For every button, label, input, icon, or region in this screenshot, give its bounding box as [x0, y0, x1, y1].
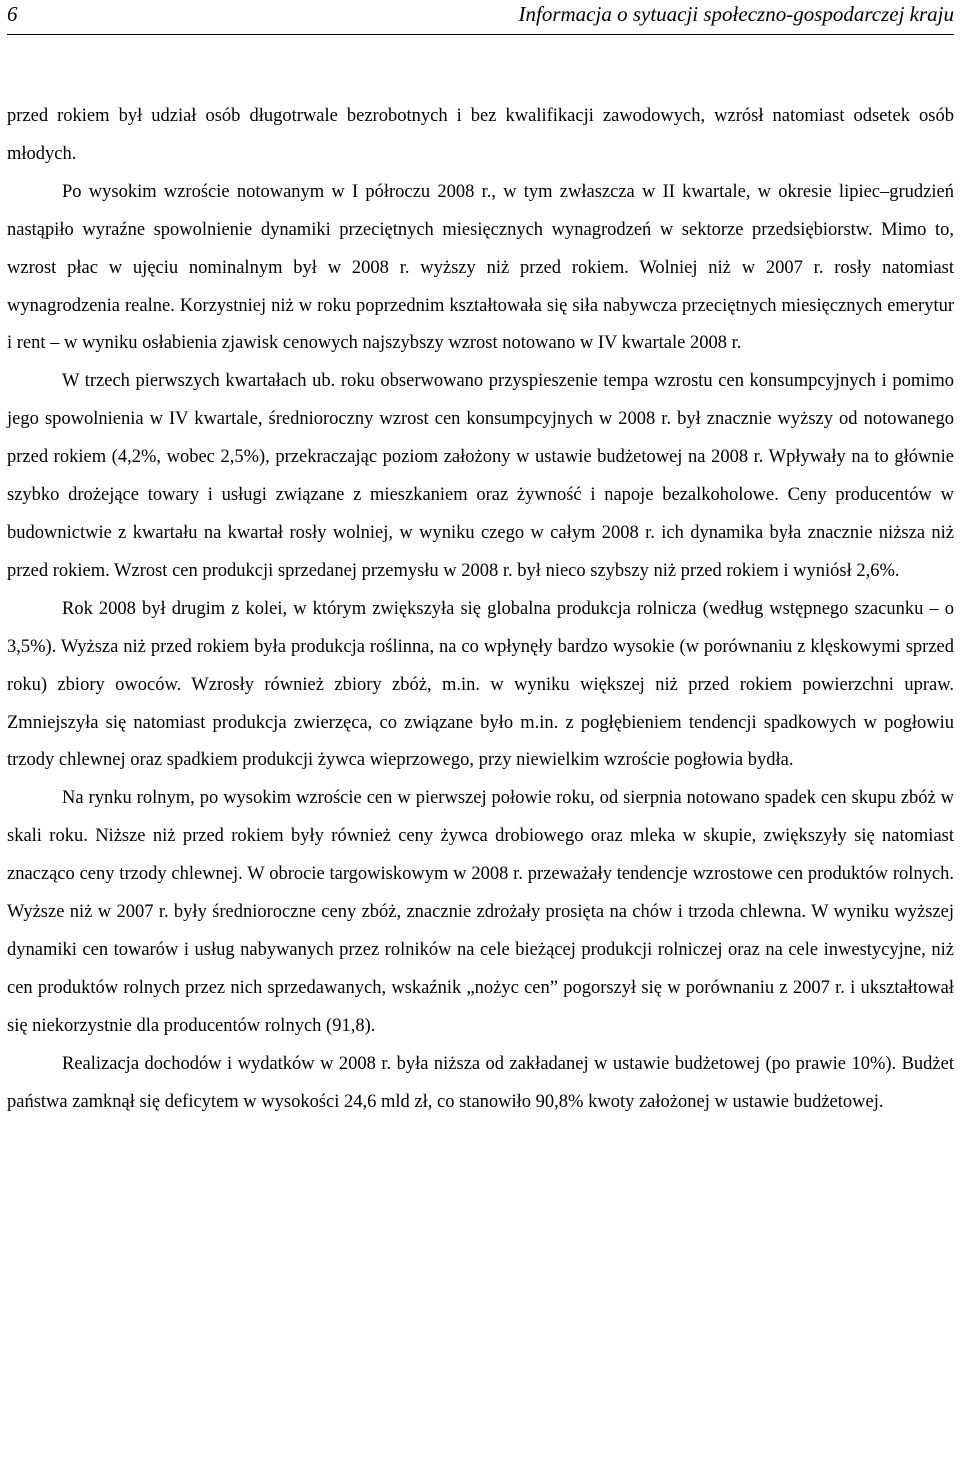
running-header: [7, 0, 954, 35]
paragraph-prices: W trzech pierwszych kwartałach ub. roku obserwowano przyspieszenie tempa wzrostu cen konsumpcyjnych i pomimo jego spowolnienia w IV kwartale, średnioroczny wzrost cen konsumpcyjnych w 2008 r. był znacznie wyższy od notowanego przed rokiem (4,2%, wobec 2,5%), przekraczając poziom założony w ustawie budżetowej na 2008 r. Wpływały na to głównie szybko drożejące towary i usługi związane z mieszkaniem oraz żywność i napoje bezalkoholowe. Ceny producentów w budownictwie z kwartału na kwartał rosły wolniej, w wyniku czego w całym 2008 r. ich dynamika była znacznie niższa niż przed rokiem. Wzrost cen produkcji sprzedanej przemysłu w 2008 r. był nieco szybszy niż przed rokiem i wyniósł 2,6%.: [7, 371, 954, 581]
paragraph-state-budget: Realizacja dochodów i wydatków w 2008 r. była niższa od zakładanej w ustawie budżetowej (po prawie 10%). Budżet państwa zamknął się deficytem w wysokości 24,6 mld zł, co stanowiło 90,8% kwoty założonej w ustawie budżetowej.: [7, 1053, 954, 1112]
body-text: [7, 98, 954, 1121]
paragraph-agriculture-production: Rok 2008 był drugim z kolei, w którym zwiększyła się globalna produkcja rolnicza (według wstępnego szacunku – o 3,5%). Wyższa niż przed rokiem była produkcja roślinna, na co wpłynęły bardzo wysokie (w porównaniu z klęskowymi sprzed roku) zbiory owoców. Wzrosły również zbiory zbóż, m.in. w wyniku większej niż przed rokiem powierzchni upraw. Zmniejszyła się natomiast produkcja zwierzęca, co związane było m.in. z pogłębieniem tendencji spadkowych w pogłowiu trzody chlewnej oraz spadkiem produkcji żywca wieprzowego, przy niewielkim wzroście pogłowia bydła.: [7, 598, 954, 771]
paragraph-wages: Po wysokim wzroście notowanym w I półroczu 2008 r., w tym zwłaszcza w II kwartale, w okresie lipiec–grudzień nastąpiło wyraźne spowolnienie dynamiki przeciętnych miesięcznych wynagrodzeń w sektorze przedsiębiorstw. Mimo to, wzrost płac w ujęciu nominalnym był w 2008 r. wyższy niż przed rokiem. Wolniej niż w 2007 r. rosły natomiast wynagrodzenia realne. Korzystniej niż w roku poprzednim kształtowała się siła nabywcza przeciętnych miesięcznych emerytur i rent – w wyniku osłabienia zjawisk cenowych najszybszy wzrost notowano w IV kwartale 2008 r.: [7, 181, 954, 354]
document-page: [7, 0, 954, 1121]
paragraph-agriculture-market: Na rynku rolnym, po wysokim wzroście cen w pierwszej połowie roku, od sierpnia notowano spadek cen skupu zbóż w skali roku. Niższe niż przed rokiem były również ceny żywca drobiowego oraz mleka w skupie, zwiększyły się natomiast znacząco ceny trzody chlewnej. W obrocie targowiskowym w 2008 r. przeważały tendencje wzrostowe cen produktów rolnych. Wyższe niż w 2007 r. były średnioroczne ceny zbóż, znacznie zdrożały prosięta na chów i trzoda chlewna. W wyniku wyższej dynamiki cen towarów i usług nabywanych przez rolników na cele bieżącej produkcji rolniczej oraz na cele inwestycyjne, niż cen produktów rolnych przez nich sprzedawanych, wskaźnik „nożyc cen” pogorszył się w porównaniu z 2007 r. i ukształtował się niekorzystnie dla producentów rolnych (91,8).: [7, 788, 954, 1036]
paragraph-continuation: przed rokiem był udział osób długotrwale bezrobotnych i bez kwalifikacji zawodowych, wzrósł natomiast odsetek osób młodych.: [7, 106, 954, 164]
header-title: Informacja o sytuacji społeczno-gospodarczej kraju: [518, 2, 954, 26]
page-number: 6: [7, 2, 18, 26]
